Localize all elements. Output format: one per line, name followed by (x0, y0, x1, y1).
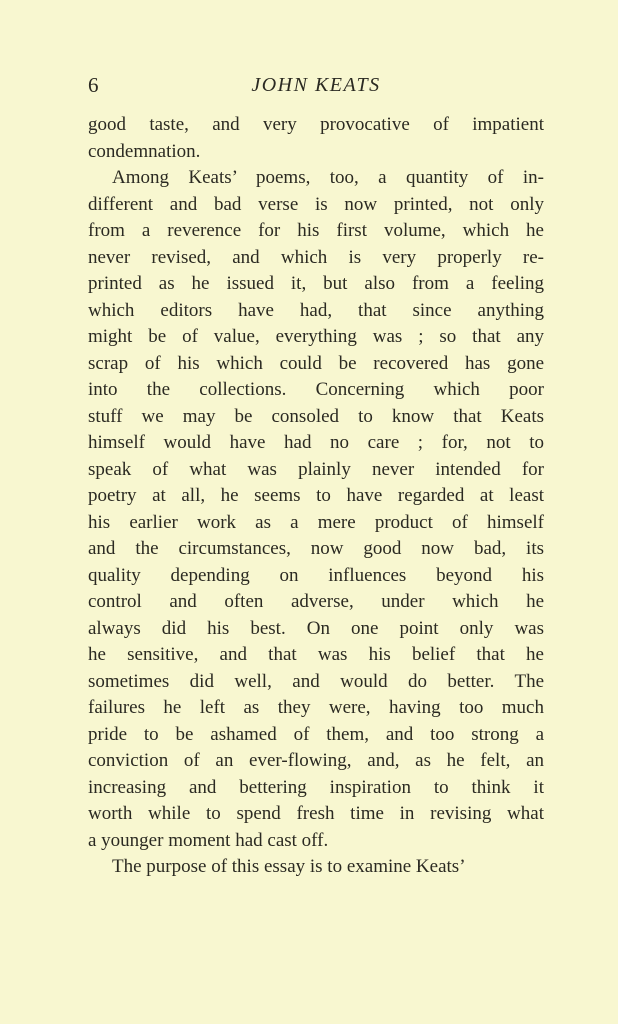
text-line: sometimes did well, and would do better. The (88, 670, 544, 692)
text-line: from a reverence for his first volume, which he (88, 220, 544, 241)
running-title: JOHN KEATS (251, 74, 381, 96)
text-line: speak of what was plainly never intended for (88, 458, 544, 480)
text-line: his earlier work as a mere product of himself (88, 511, 544, 533)
text-line: never revised, and which is very properly re- (88, 246, 544, 268)
text-line: pride to be ashamed of them, and too strong a (88, 723, 544, 745)
text-line: quality depending on influences beyond his (88, 564, 544, 586)
text-line: poetry at all, he seems to have regarded at least (88, 485, 544, 506)
text-line: conviction of an ever-flowing, and, as he felt, an (88, 750, 544, 771)
text-line: The purpose of this essay is to examine Keats’ (112, 856, 466, 877)
text-line: good taste, and very provocative of impatient (88, 114, 544, 135)
text-line: he sensitive, and that was his belief that he (88, 644, 544, 665)
text-line: himself would have had no care ; for, not to (88, 432, 544, 453)
text-line: might be of value, everything was ; so that any (88, 326, 544, 347)
text-line: worth while to spend fresh time in revising what (88, 803, 544, 824)
body-text (88, 112, 544, 881)
running-head (88, 70, 544, 100)
text-line: a younger moment had cast off. (88, 829, 329, 851)
text-line: control and often adverse, under which he (88, 591, 544, 612)
text-line: always did his best. On one point only was (88, 617, 544, 639)
text-line: into the collections. Concerning which poor (88, 379, 544, 400)
text-line: scrap of his which could be recovered has gone (88, 352, 544, 374)
text-line: failures he left as they were, having too much (88, 697, 544, 718)
text-line: printed as he issued it, but also from a feeling (88, 273, 544, 294)
text-line: stuff we may be consoled to know that Keats (88, 405, 544, 427)
page-number: 6 (88, 73, 99, 97)
text-line: condemnation. (88, 140, 201, 162)
text-line: different and bad verse is now printed, not only (88, 193, 544, 215)
text-line: and the circumstances, now good now bad, its (88, 538, 544, 559)
text-line: Among Keats’ poems, too, a quantity of in- (112, 167, 544, 188)
text-line: increasing and bettering inspiration to think it (88, 776, 544, 798)
text-line: which editors have had, that since anything (88, 299, 544, 321)
